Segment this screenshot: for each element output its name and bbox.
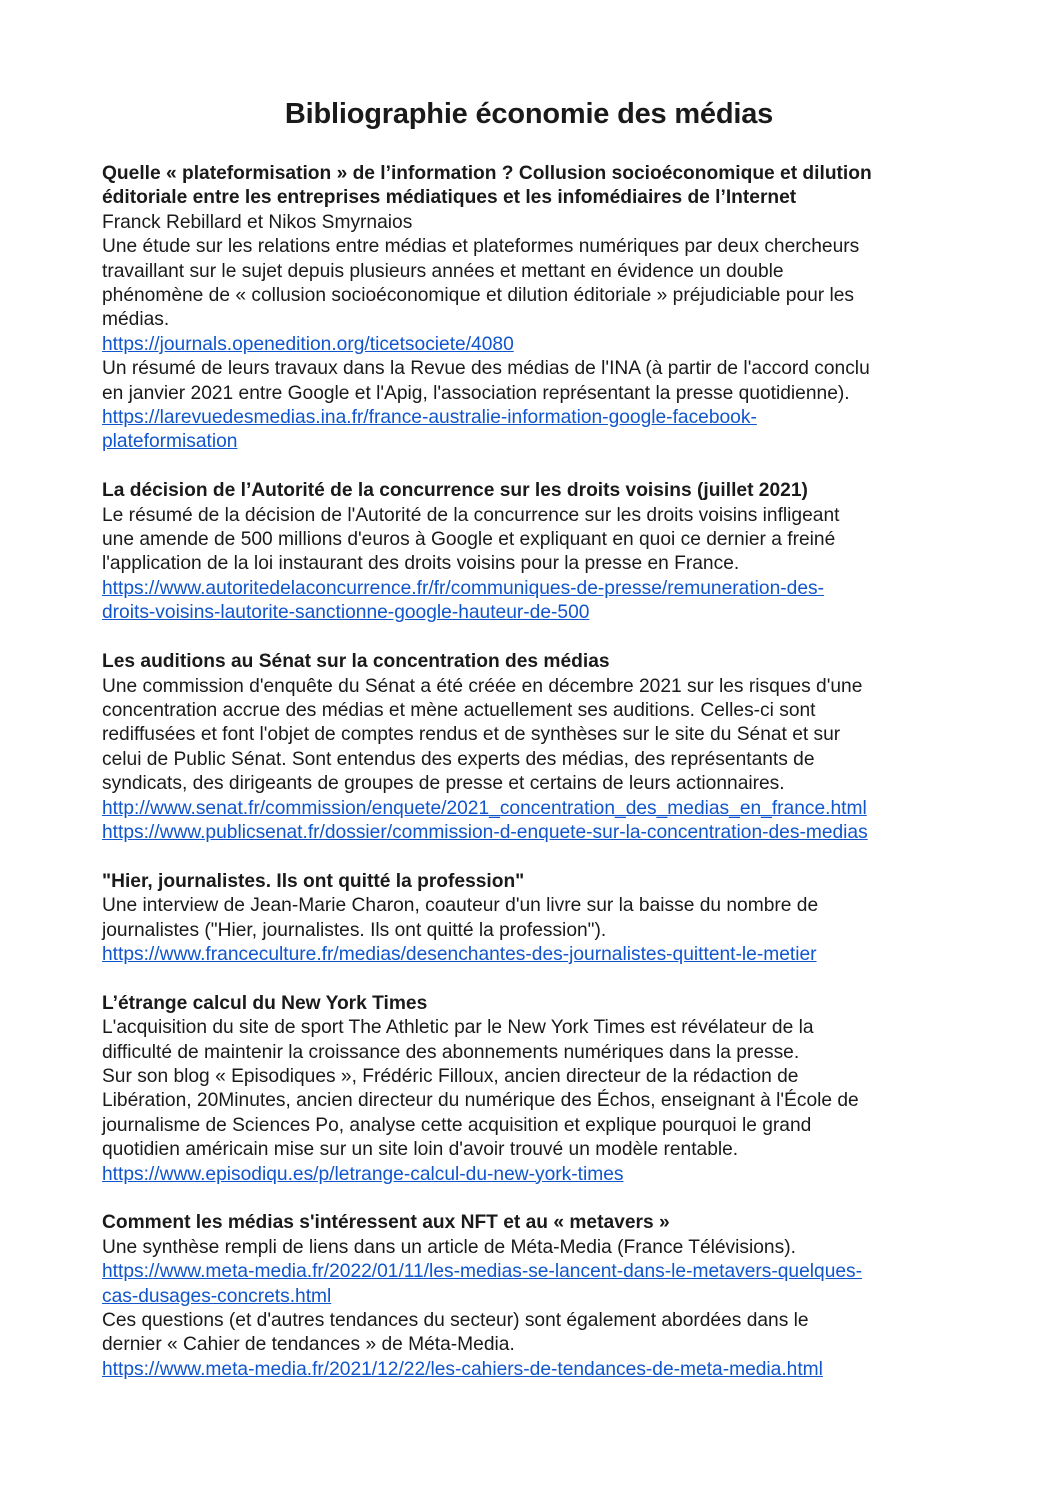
section-description: L'acquisition du site de sport The Athletic par le New York Times est révélateur de la — [102, 1017, 814, 1039]
link-text[interactable]: cas-dusages-concrets.html — [102, 1285, 332, 1307]
link-episodiques[interactable]: https://www.episodiqu.es/p/letrange-calcul-du-new-york-times — [102, 1163, 624, 1185]
link-autorite-concurrence[interactable] — [102, 577, 962, 626]
section-description: journalisme de Sciences Po, analyse cette acquisition et explique pourquoi le grand — [102, 1114, 812, 1136]
section-title: L’étrange calcul du New York Times — [102, 992, 428, 1014]
link-text[interactable]: droits-voisins-lautorite-sanctionne-google-hauteur-de-500 — [102, 602, 590, 624]
section-description: travaillant sur le sujet depuis plusieurs années et mettant en évidence un double — [102, 260, 784, 282]
section-description: celui de Public Sénat. Sont entendus des experts des médias, des représentants de — [102, 748, 815, 770]
section-title: La décision de l’Autorité de la concurrence sur les droits voisins (juillet 2021) — [102, 480, 808, 502]
section-description: l'application de la loi instaurant des droits voisins pour la presse en France. — [102, 553, 740, 575]
section-authors: Franck Rebillard et Nikos Smyrnaios — [102, 211, 413, 233]
section-description: médias. — [102, 309, 170, 331]
section-nft-metavers — [102, 1211, 962, 1382]
section-senat-auditions — [102, 650, 962, 845]
section-description: rediffusées et font l'objet de comptes rendus et de synthèses sur le site du Sénat et sur — [102, 724, 841, 746]
section-description: quotidien américain mise sur un site loin d'avoir trouvé un modèle rentable. — [102, 1139, 739, 1161]
section-description: Le résumé de la décision de l'Autorité de la concurrence sur les droits voisins infligeant — [102, 504, 840, 526]
section-description: Une commission d'enquête du Sénat a été créée en décembre 2021 sur les risques d'une — [102, 675, 863, 697]
link-franceculture[interactable]: https://www.franceculture.fr/medias/desenchantes-des-journalistes-quittent-le-metier — [102, 943, 817, 965]
section-description: dernier « Cahier de tendances » de Méta-Media. — [102, 1334, 515, 1356]
section-description: Un résumé de leurs travaux dans la Revue des médias de l'INA (à partir de l'accord conclu — [102, 358, 870, 380]
section-description: Libération, 20Minutes, ancien directeur du numérique des Échos, enseignant à l'École de — [102, 1090, 859, 1112]
link-text[interactable]: https://www.autoritedelaconcurrence.fr/fr/communiques-de-presse/remuneration-des- — [102, 577, 824, 599]
section-description: en janvier 2021 entre Google et l'Apig, l'association représentant la presse quotidienne). — [102, 382, 850, 404]
section-description: Une synthèse rempli de liens dans un article de Méta-Media (France Télévisions). — [102, 1236, 796, 1258]
link-publicsenat[interactable]: https://www.publicsenat.fr/dossier/commission-d-enquete-sur-la-concentration-des-medias — [102, 821, 868, 843]
section-description: une amende de 500 millions d'euros à Google et expliquant en quoi ce dernier a freiné — [102, 529, 836, 551]
link-text[interactable]: https://www.meta-media.fr/2022/01/11/les-medias-se-lancent-dans-le-metavers-quelques- — [102, 1261, 863, 1283]
link-meta-media-cahiers[interactable]: https://www.meta-media.fr/2021/12/22/les-cahiers-de-tendances-de-meta-media.html — [102, 1358, 823, 1380]
section-title: "Hier, journalistes. Ils ont quitté la profession" — [102, 870, 525, 892]
section-description: Une interview de Jean-Marie Charon, coauteur d'un livre sur la baisse du nombre de — [102, 895, 819, 917]
link-revuedesmedias[interactable] — [102, 406, 962, 455]
section-title: éditoriale entre les entreprises médiatiques et les infomédiaires de l’Internet — [102, 187, 797, 209]
section-description: Une étude sur les relations entre médias et plateformes numériques par deux chercheurs — [102, 236, 860, 258]
link-senat[interactable]: http://www.senat.fr/commission/enquete/2021_concentration_des_medias_en_france.html — [102, 797, 867, 819]
section-title: Quelle « plateformisation » de l’information ? Collusion socioéconomique et dilution — [102, 163, 872, 184]
section-description: difficulté de maintenir la croissance des abonnements numériques dans la presse. — [102, 1041, 800, 1063]
section-description: concentration accrue des médias et mène actuellement ses auditions. Celles-ci sont — [102, 699, 816, 721]
link-meta-media-metavers[interactable] — [102, 1260, 962, 1309]
link-openedition[interactable]: https://journals.openedition.org/ticetsociete/4080 — [102, 333, 514, 355]
section-description: Ces questions (et d'autres tendances du secteur) sont également abordées dans le — [102, 1310, 809, 1332]
section-autorite-concurrence — [102, 479, 962, 625]
section-description: Sur son blog « Episodiques », Frédéric Filloux, ancien directeur de la rédaction de — [102, 1065, 799, 1087]
section-description: phénomène de « collusion socioéconomique et dilution éditoriale » préjudiciable pour les — [102, 285, 855, 307]
section-hier-journalistes — [102, 870, 962, 968]
section-description: journalistes ("Hier, journalistes. Ils ont quitté la profession"). — [102, 919, 607, 941]
link-text[interactable]: plateformisation — [102, 431, 238, 453]
bibliography-content — [102, 162, 962, 1407]
section-new-york-times — [102, 992, 962, 1187]
section-plateformisation — [102, 162, 962, 455]
section-title: Les auditions au Sénat sur la concentration des médias — [102, 651, 610, 673]
section-description: syndicats, des dirigeants de groupes de presse et certains de leurs actionnaires. — [102, 773, 785, 795]
page-title: Bibliographie économie des médias — [284, 98, 774, 130]
link-text[interactable]: https://larevuedesmedias.ina.fr/france-australie-information-google-facebook- — [102, 407, 757, 429]
section-title: Comment les médias s'intéressent aux NFT et au « metavers » — [102, 1212, 670, 1234]
